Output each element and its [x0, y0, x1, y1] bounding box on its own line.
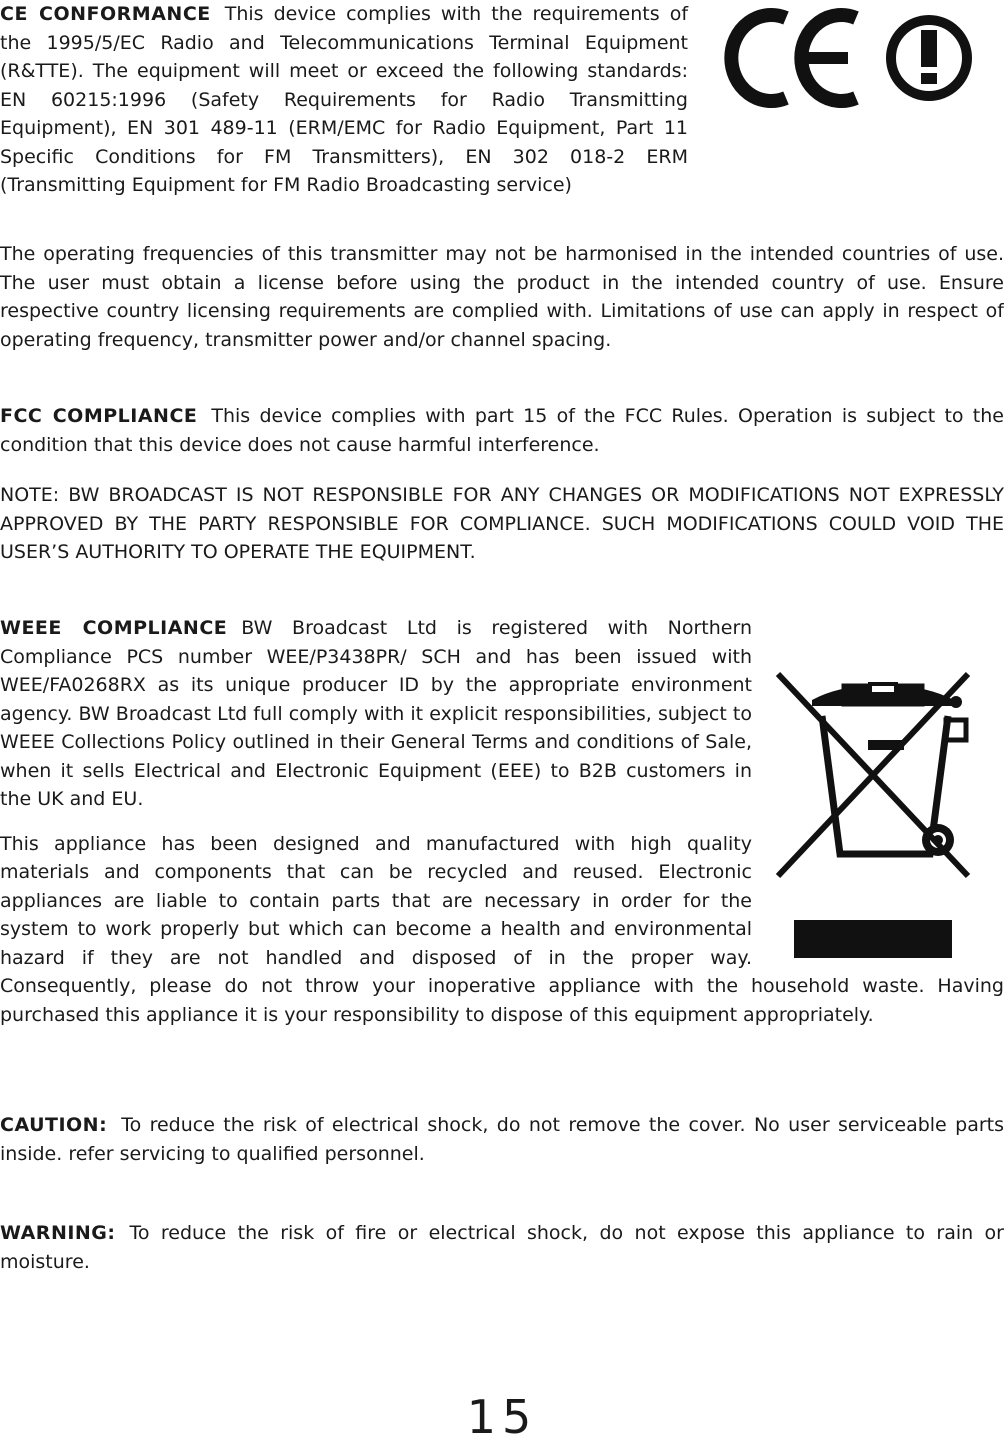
weee-body: BW Broadcast Ltd is registered with Northern Compliance PCS number WEE/P3438PR/ SCH and has been issued with WEE/FA0268RX as its unique producer ID by the appropriate environment agency. BW Broadcast Ltd full comply with it explicit responsibilities, subject to WEEE Collections Policy outlined in their General Terms and conditions of Sale, when it sells Electrical and Electronic Equipment (EEE) to B2B customers in the UK and EU. — [0, 617, 752, 810]
caution-paragraph — [0, 1111, 1004, 1168]
weee-section — [0, 614, 1004, 1029]
fcc-heading: FCC COMPLIANCE — [0, 405, 198, 427]
crossed-out-wheelie-bin-icon — [772, 622, 1004, 972]
caution-heading: CAUTION: — [0, 1114, 108, 1136]
weee-heading: WEEE COMPLIANCE — [0, 617, 228, 639]
frequency-section — [0, 240, 1004, 354]
ce-mark-icon — [704, 0, 1004, 150]
ce-letter-e-bar — [796, 52, 848, 64]
frequency-paragraph: The operating frequencies of this transmitter may not be harmonised in the intended countries of use. The user must obtain a license before using the product in the intended country of use. Ensure respective country licensing requirements are complied with. Limitations of use can apply in respect of operating frequency, transmitter power and/or channel spacing. — [0, 243, 1004, 351]
note-paragraph: NOTE: BW BROADCAST IS NOT RESPONSIBLE FOR ANY CHANGES OR MODIFICATIONS NOT EXPRESSLY APPROVED BY THE PARTY RESPONSIBLE FOR COMPLIANCE. SUCH MODIFICATIONS COULD VOID THE USER’S AUTHORITY TO OPERATE THE EQUIPMENT. — [0, 484, 1004, 563]
note-section — [0, 481, 1004, 567]
page-number: 15 — [466, 1390, 538, 1444]
fcc-section — [0, 402, 1004, 459]
ce-conformance-section — [0, 0, 1004, 200]
warning-heading: WARNING: — [0, 1222, 116, 1244]
alert-class-icon — [891, 20, 967, 96]
ce-letter-c — [731, 15, 786, 101]
warning-body: To reduce the risk of fire or electrical shock, do not expose this appliance to rain or moisture. — [0, 1222, 1004, 1273]
ce-body: This device complies with the requirements of the 1995/5/EC Radio and Telecommunications Terminal Equipment (R&TTE). The equipment will meet or exceed the following standards: EN 60215:1996 (Safety Requirements for Radio Transmitting Equipment), EN 301 489-11 (ERM/EMC for Radio Equipment, Part 11 Specific Conditions for FM Transmitters), EN 302 018-2 ERM (Transmitting Equipment for FM Radio Broadcasting service) — [0, 3, 689, 196]
fcc-body: This device complies with part 15 of the FCC Rules. Operation is subject to the condition that this device does not cause harmful interference. — [0, 405, 1004, 456]
fcc-paragraph — [0, 402, 1004, 459]
ce-heading: CE CONFORMANCE — [0, 3, 211, 25]
caution-section — [0, 1111, 1004, 1168]
caution-body: To reduce the risk of electrical shock, do not remove the cover. No user serviceable parts inside. refer servicing to qualified personnel. — [0, 1114, 1004, 1165]
warning-section — [0, 1219, 1004, 1276]
weee-paragraph-2: This appliance has been designed and manufactured with high quality materials and components that can be recycled and reused. Electronic appliances are liable to contain parts that are necessary in order for the system to work properly but which can become a health and environmental hazard if they are not handled and disposed of in the proper way. Consequently, please do not throw your inoperative appliance with the household waste. Having purchased this appliance it is your responsibility to dispose of this equipment appropriately. — [0, 832, 1004, 1026]
warning-paragraph — [0, 1219, 1004, 1276]
